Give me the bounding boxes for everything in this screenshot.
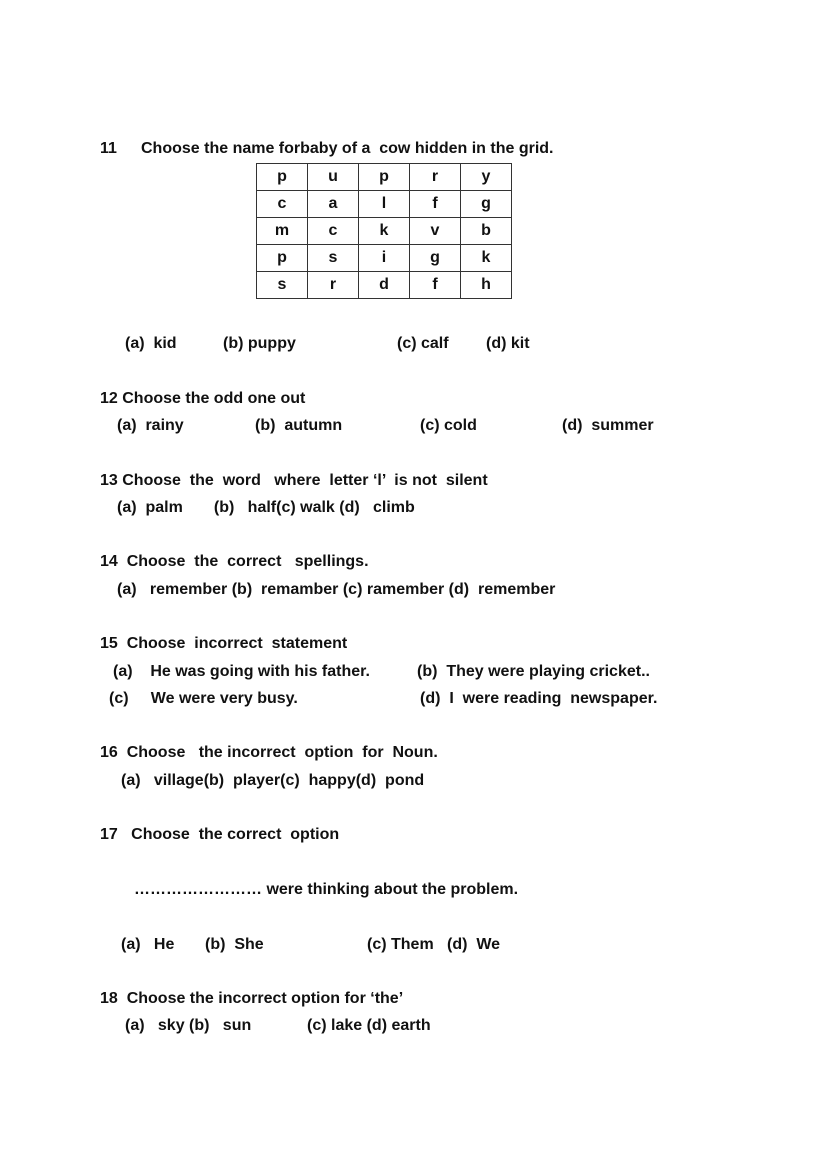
q18-option-cd: (c) lake (d) earth — [307, 1017, 431, 1034]
grid-cell: g — [410, 245, 461, 272]
q13-options: (a) palm (b) half(c) walk (d) climb — [117, 499, 415, 516]
grid-row — [257, 164, 512, 191]
grid-cell: h — [461, 272, 512, 299]
q11-question: Choose the name forbaby of a cow hidden in the grid. — [141, 140, 554, 157]
q18-question: 18 Choose the incorrect option for ‘the’ — [100, 990, 404, 1007]
grid-cell: s — [257, 272, 308, 299]
grid-row — [257, 272, 512, 299]
grid-cell: c — [308, 218, 359, 245]
q15-option-d: (d) I were reading newspaper. — [420, 690, 658, 707]
q16-question: 16 Choose the incorrect option for Noun. — [100, 744, 438, 761]
grid-cell: f — [410, 191, 461, 218]
letter-grid — [256, 163, 512, 299]
q12-option-a: (a) rainy — [117, 417, 184, 434]
q12-option-c: (c) cold — [420, 417, 477, 434]
grid-row — [257, 191, 512, 218]
q11-number: 11 — [100, 140, 117, 157]
grid-cell: l — [359, 191, 410, 218]
grid-cell: g — [461, 191, 512, 218]
grid-row — [257, 245, 512, 272]
q12-option-b: (b) autumn — [255, 417, 343, 434]
q11-option-c: (c) calf — [397, 335, 449, 352]
q15-question: 15 Choose incorrect statement — [100, 635, 348, 652]
q11-option-b: (b) puppy — [223, 335, 296, 352]
grid-cell: r — [410, 164, 461, 191]
grid-cell: k — [359, 218, 410, 245]
q12-question: 12 Choose the odd one out — [100, 390, 306, 407]
q15-option-c: (c) We were very busy. — [109, 690, 298, 707]
grid-cell: p — [359, 164, 410, 191]
grid-cell: k — [461, 245, 512, 272]
q14-question: 14 Choose the correct spellings. — [100, 553, 369, 570]
grid-row — [257, 218, 512, 245]
q11-option-d: (d) kit — [486, 335, 530, 352]
grid-cell: b — [461, 218, 512, 245]
grid-cell: a — [308, 191, 359, 218]
grid-cell: p — [257, 164, 308, 191]
grid-cell: y — [461, 164, 512, 191]
grid-cell: d — [359, 272, 410, 299]
q11-option-a: (a) kid — [125, 335, 177, 352]
q13-question: 13 Choose the word where letter ‘l’ is not silent — [100, 472, 488, 489]
q14-options: (a) remember (b) remamber (c) ramember (d) remember — [117, 581, 556, 598]
q17-option-b: (b) She — [205, 936, 264, 953]
grid-cell: p — [257, 245, 308, 272]
grid-cell: f — [410, 272, 461, 299]
q17-question: 17 Choose the correct option — [100, 826, 340, 843]
grid-cell: m — [257, 218, 308, 245]
q17-option-a: (a) He — [121, 936, 175, 953]
q18-option-ab: (a) sky (b) sun — [125, 1017, 252, 1034]
grid-cell: u — [308, 164, 359, 191]
q12-option-d: (d) summer — [562, 417, 654, 434]
grid-cell: r — [308, 272, 359, 299]
grid-cell: c — [257, 191, 308, 218]
q17-sentence: …………………… were thinking about the problem. — [134, 881, 519, 898]
q16-options: (a) village(b) player(c) happy(d) pond — [121, 772, 425, 789]
grid-cell: s — [308, 245, 359, 272]
grid-cell: i — [359, 245, 410, 272]
q17-option-cd: (c) Them (d) We — [367, 936, 501, 953]
grid-cell: v — [410, 218, 461, 245]
q15-option-b: (b) They were playing cricket.. — [417, 663, 650, 680]
q15-option-a: (a) He was going with his father. — [113, 663, 370, 680]
